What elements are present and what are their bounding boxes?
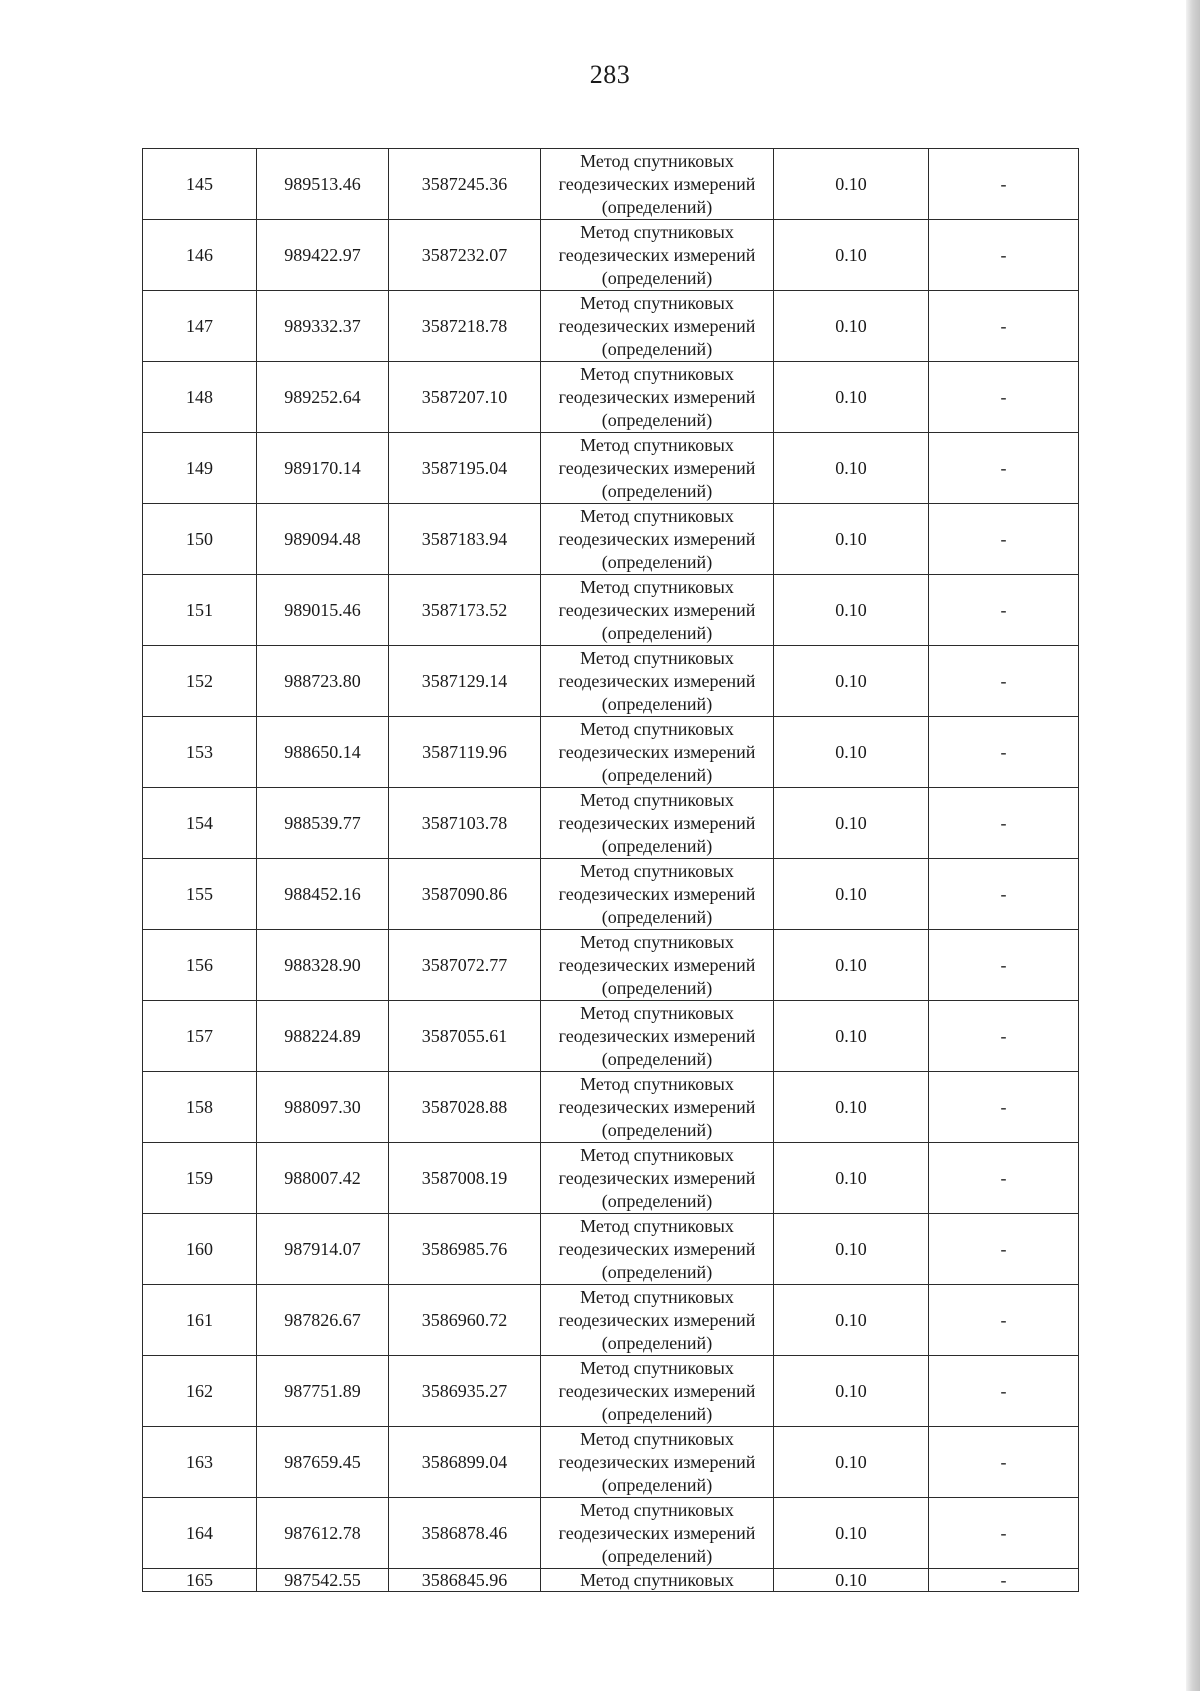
y-coordinate-cell: 3586845.96	[389, 1569, 541, 1592]
description-cell: -	[929, 362, 1079, 433]
y-coordinate-cell: 3586935.27	[389, 1356, 541, 1427]
method-cell	[541, 291, 774, 362]
method-text: Метод спутниковых геодезических измерений (определений)	[558, 1002, 756, 1069]
point-id-cell: 156	[143, 930, 257, 1001]
method-text: Метод спутниковых геодезических измерений (определений)	[558, 1499, 756, 1566]
table-row	[143, 1285, 1079, 1356]
method-text: Метод спутниковых геодезических измерений (определений)	[558, 434, 756, 501]
description-cell: -	[929, 1285, 1079, 1356]
method-cell	[541, 362, 774, 433]
x-coordinate-cell: 988723.80	[257, 646, 389, 717]
method-cell	[541, 1214, 774, 1285]
table-row	[143, 433, 1079, 504]
accuracy-cell: 0.10	[774, 1356, 929, 1427]
point-id-cell: 165	[143, 1569, 257, 1592]
x-coordinate-cell: 987659.45	[257, 1427, 389, 1498]
table-row	[143, 504, 1079, 575]
x-coordinate-cell: 989015.46	[257, 575, 389, 646]
accuracy-cell: 0.10	[774, 717, 929, 788]
method-cell	[541, 646, 774, 717]
accuracy-cell: 0.10	[774, 504, 929, 575]
y-coordinate-cell: 3586899.04	[389, 1427, 541, 1498]
description-cell: -	[929, 1356, 1079, 1427]
method-text: Метод спутниковых геодезических измерений (определений)	[558, 1286, 756, 1353]
y-coordinate-cell: 3587119.96	[389, 717, 541, 788]
point-id-cell: 149	[143, 433, 257, 504]
accuracy-cell: 0.10	[774, 1285, 929, 1356]
x-coordinate-cell: 988650.14	[257, 717, 389, 788]
table-row	[143, 788, 1079, 859]
description-cell: -	[929, 1001, 1079, 1072]
accuracy-cell: 0.10	[774, 1143, 929, 1214]
method-cell	[541, 1143, 774, 1214]
y-coordinate-cell: 3587090.86	[389, 859, 541, 930]
table-row	[143, 1072, 1079, 1143]
accuracy-cell: 0.10	[774, 220, 929, 291]
point-id-cell: 162	[143, 1356, 257, 1427]
description-cell: -	[929, 646, 1079, 717]
point-id-cell: 155	[143, 859, 257, 930]
x-coordinate-cell: 989332.37	[257, 291, 389, 362]
y-coordinate-cell: 3586878.46	[389, 1498, 541, 1569]
coordinates-table	[142, 148, 1079, 1592]
x-coordinate-cell: 989422.97	[257, 220, 389, 291]
method-cell	[541, 149, 774, 220]
table-row	[143, 291, 1079, 362]
accuracy-cell: 0.10	[774, 149, 929, 220]
accuracy-cell: 0.10	[774, 859, 929, 930]
point-id-cell: 151	[143, 575, 257, 646]
accuracy-cell: 0.10	[774, 1498, 929, 1569]
y-coordinate-cell: 3586960.72	[389, 1285, 541, 1356]
table-row	[143, 859, 1079, 930]
x-coordinate-cell: 988539.77	[257, 788, 389, 859]
method-cell	[541, 433, 774, 504]
point-id-cell: 154	[143, 788, 257, 859]
y-coordinate-cell: 3587195.04	[389, 433, 541, 504]
method-text: Метод спутниковых геодезических измерений (определений)	[558, 1215, 756, 1282]
description-cell: -	[929, 1214, 1079, 1285]
description-cell: -	[929, 504, 1079, 575]
description-cell: -	[929, 1427, 1079, 1498]
point-id-cell: 152	[143, 646, 257, 717]
description-cell: -	[929, 149, 1079, 220]
y-coordinate-cell: 3586985.76	[389, 1214, 541, 1285]
y-coordinate-cell: 3587028.88	[389, 1072, 541, 1143]
table-row	[143, 1569, 1079, 1592]
accuracy-cell: 0.10	[774, 930, 929, 1001]
point-id-cell: 158	[143, 1072, 257, 1143]
method-cell	[541, 504, 774, 575]
y-coordinate-cell: 3587218.78	[389, 291, 541, 362]
description-cell: -	[929, 1072, 1079, 1143]
description-cell: -	[929, 433, 1079, 504]
accuracy-cell: 0.10	[774, 291, 929, 362]
method-cell	[541, 575, 774, 646]
description-cell: -	[929, 717, 1079, 788]
x-coordinate-cell: 988007.42	[257, 1143, 389, 1214]
method-text: Метод спутниковых геодезических измерений (определений)	[558, 150, 756, 217]
accuracy-cell: 0.10	[774, 1072, 929, 1143]
x-coordinate-cell: 987751.89	[257, 1356, 389, 1427]
point-id-cell: 153	[143, 717, 257, 788]
table-row	[143, 149, 1079, 220]
x-coordinate-cell: 988328.90	[257, 930, 389, 1001]
method-cell	[541, 1285, 774, 1356]
y-coordinate-cell: 3587072.77	[389, 930, 541, 1001]
y-coordinate-cell: 3587055.61	[389, 1001, 541, 1072]
point-id-cell: 147	[143, 291, 257, 362]
x-coordinate-cell: 987612.78	[257, 1498, 389, 1569]
method-text: Метод спутниковых геодезических измерений (определений)	[558, 931, 756, 998]
table-row	[143, 717, 1079, 788]
point-id-cell: 159	[143, 1143, 257, 1214]
x-coordinate-cell: 989252.64	[257, 362, 389, 433]
x-coordinate-cell: 987542.55	[257, 1569, 389, 1592]
x-coordinate-cell: 989513.46	[257, 149, 389, 220]
table-row	[143, 1143, 1079, 1214]
method-text: Метод спутниковых геодезических измерений (определений)	[558, 576, 756, 643]
method-text: Метод спутниковых геодезических измерений (определений)	[558, 1357, 756, 1424]
accuracy-cell: 0.10	[774, 1427, 929, 1498]
method-cell	[541, 1356, 774, 1427]
point-id-cell: 164	[143, 1498, 257, 1569]
point-id-cell: 161	[143, 1285, 257, 1356]
table-row	[143, 362, 1079, 433]
method-text: Метод спутниковых	[580, 1570, 734, 1590]
x-coordinate-cell: 987914.07	[257, 1214, 389, 1285]
x-coordinate-cell: 989094.48	[257, 504, 389, 575]
description-cell: -	[929, 1143, 1079, 1214]
point-id-cell: 146	[143, 220, 257, 291]
y-coordinate-cell: 3587232.07	[389, 220, 541, 291]
method-cell	[541, 1569, 774, 1592]
x-coordinate-cell: 987826.67	[257, 1285, 389, 1356]
point-id-cell: 150	[143, 504, 257, 575]
description-cell: -	[929, 1498, 1079, 1569]
y-coordinate-cell: 3587183.94	[389, 504, 541, 575]
point-id-cell: 145	[143, 149, 257, 220]
method-text: Метод спутниковых геодезических измерений (определений)	[558, 1428, 756, 1495]
description-cell: -	[929, 930, 1079, 1001]
point-id-cell: 160	[143, 1214, 257, 1285]
y-coordinate-cell: 3587245.36	[389, 149, 541, 220]
table-row	[143, 1498, 1079, 1569]
y-coordinate-cell: 3587008.19	[389, 1143, 541, 1214]
x-coordinate-cell: 989170.14	[257, 433, 389, 504]
table-row	[143, 1001, 1079, 1072]
description-cell: -	[929, 220, 1079, 291]
method-text: Метод спутниковых геодезических измерений (определений)	[558, 1073, 756, 1140]
method-text: Метод спутниковых геодезических измерений (определений)	[558, 1144, 756, 1211]
y-coordinate-cell: 3587173.52	[389, 575, 541, 646]
table-row	[143, 1214, 1079, 1285]
x-coordinate-cell: 988452.16	[257, 859, 389, 930]
method-text: Метод спутниковых геодезических измерений (определений)	[558, 718, 756, 785]
point-id-cell: 163	[143, 1427, 257, 1498]
method-cell	[541, 1001, 774, 1072]
method-text: Метод спутниковых геодезических измерений (определений)	[558, 789, 756, 856]
description-cell: -	[929, 788, 1079, 859]
method-cell	[541, 859, 774, 930]
description-cell: -	[929, 859, 1079, 930]
coordinates-table-body	[143, 149, 1079, 1592]
page-edge-shadow	[1186, 0, 1200, 1691]
description-cell: -	[929, 575, 1079, 646]
table-row	[143, 1427, 1079, 1498]
method-cell	[541, 717, 774, 788]
table-row	[143, 575, 1079, 646]
accuracy-cell: 0.10	[774, 646, 929, 717]
accuracy-cell: 0.10	[774, 788, 929, 859]
table-row	[143, 930, 1079, 1001]
y-coordinate-cell: 3587207.10	[389, 362, 541, 433]
accuracy-cell: 0.10	[774, 362, 929, 433]
page-number: 283	[589, 60, 631, 89]
y-coordinate-cell: 3587129.14	[389, 646, 541, 717]
table-row	[143, 220, 1079, 291]
method-text: Метод спутниковых геодезических измерений (определений)	[558, 363, 756, 430]
method-cell	[541, 1498, 774, 1569]
method-cell	[541, 220, 774, 291]
x-coordinate-cell: 988097.30	[257, 1072, 389, 1143]
y-coordinate-cell: 3587103.78	[389, 788, 541, 859]
accuracy-cell: 0.10	[774, 1569, 929, 1592]
method-text: Метод спутниковых геодезических измерений (определений)	[558, 221, 756, 288]
method-text: Метод спутниковых геодезических измерений (определений)	[558, 647, 756, 714]
table-row	[143, 1356, 1079, 1427]
accuracy-cell: 0.10	[774, 433, 929, 504]
accuracy-cell: 0.10	[774, 1214, 929, 1285]
method-cell	[541, 788, 774, 859]
method-text: Метод спутниковых геодезических измерений (определений)	[558, 505, 756, 572]
accuracy-cell: 0.10	[774, 575, 929, 646]
method-cell	[541, 930, 774, 1001]
description-cell: -	[929, 291, 1079, 362]
description-cell: -	[929, 1569, 1079, 1592]
method-cell	[541, 1427, 774, 1498]
method-text: Метод спутниковых геодезических измерений (определений)	[558, 292, 756, 359]
point-id-cell: 148	[143, 362, 257, 433]
method-cell	[541, 1072, 774, 1143]
method-text: Метод спутниковых геодезических измерений (определений)	[558, 860, 756, 927]
table-row	[143, 646, 1079, 717]
point-id-cell: 157	[143, 1001, 257, 1072]
x-coordinate-cell: 988224.89	[257, 1001, 389, 1072]
accuracy-cell: 0.10	[774, 1001, 929, 1072]
